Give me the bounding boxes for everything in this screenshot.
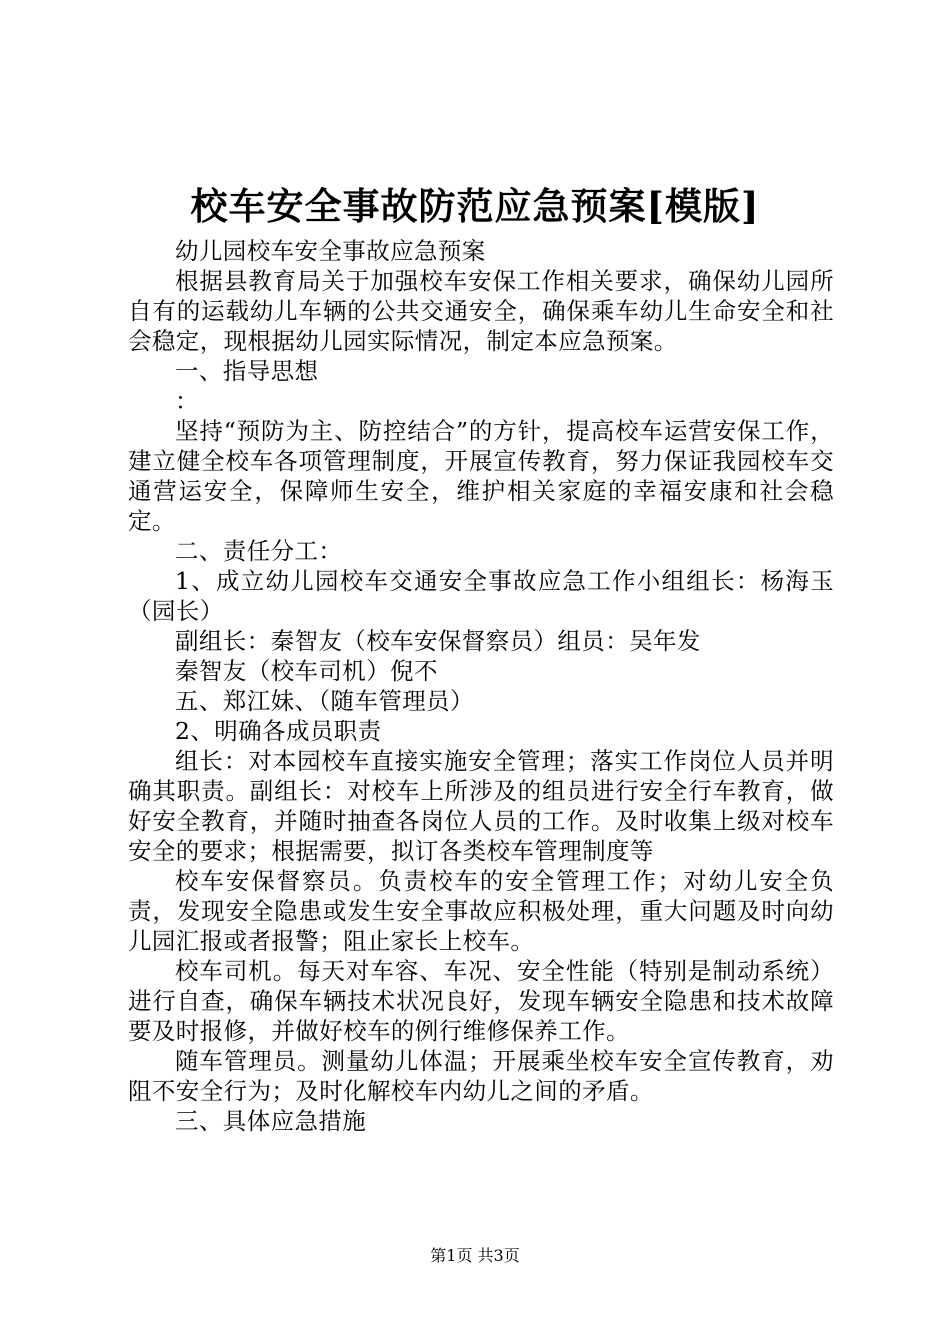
paragraph-subtitle: 幼儿园校车安全事故应急预案	[175, 237, 486, 265]
document-body	[128, 236, 834, 1136]
paragraph-leader-duties: 组长：对本园校车直接实施安全管理；落实工作岗位人员并明确其职责。副组长：对校车上所涉及的组员进行安全行车教育，做好安全教育，并随时抽查各岗位人员的工作。及时收集上级对校车安全的要求；根据需要，拟订各类校车管理制度等	[128, 747, 834, 865]
paragraph-attendant-duties: 随车管理员。测量幼儿体温；开展乘坐校车安全宣传教育，劝阻不安全行为；及时化解校车内幼儿之间的矛盾。	[128, 1047, 834, 1105]
paragraph-inspector-duties: 校车安保督察员。负责校车的安全管理工作；对幼儿安全负责，发现安全隐患或发生安全事故应积极处理，重大问题及时向幼儿园汇报或者报警；阻止家长上校车。	[128, 867, 834, 955]
document-title: 校车安全事故防范应急预案[模版]	[190, 184, 760, 228]
paragraph-guiding-thought: 坚持“预防为主、防控结合”的方针，提高校车运营安保工作，建立健全校车各项管理制度，开展宣传教育，努力保证我园校车交通营运安全，保障师生安全，维护相关家庭的幸福安康和社会稳定。	[128, 417, 834, 535]
paragraph-team-leader: 1、成立幼儿园校车交通安全事故应急工作小组组长：杨海玉（园长）	[128, 567, 834, 625]
page-footer: 第1页 共3页	[430, 1246, 520, 1265]
section-heading-emergency-measures: 三、具体应急措施	[175, 1107, 367, 1135]
section-heading-guiding-thought: 一、指导思想	[175, 357, 319, 385]
paragraph-driver-duties: 校车司机。每天对车容、车况、安全性能（特别是制动系统）进行自查，确保车辆技术状况良好，发现车辆安全隐患和技术故障要及时报修，并做好校车的例行维修保养工作。	[128, 957, 834, 1045]
paragraph-colon: ：	[175, 387, 199, 415]
paragraph-intro: 根据县教育局关于加强校车安保工作相关要求，确保幼儿园所自有的运载幼儿车辆的公共交通安全，确保乘车幼儿生命安全和社会稳定，现根据幼儿园实际情况，制定本应急预案。	[128, 267, 834, 355]
paragraph-driver: 秦智友（校车司机）倪不	[175, 657, 438, 685]
paragraph-deputy-leader: 副组长：秦智友（校车安保督察员）组员：吴年发	[175, 627, 701, 655]
paragraph-member-duties-heading: 2、明确各成员职责	[175, 717, 382, 745]
paragraph-bus-attendant: 五、郑江妹、（随车管理员）	[175, 687, 474, 715]
section-heading-responsibilities: 二、责任分工：	[175, 537, 343, 565]
